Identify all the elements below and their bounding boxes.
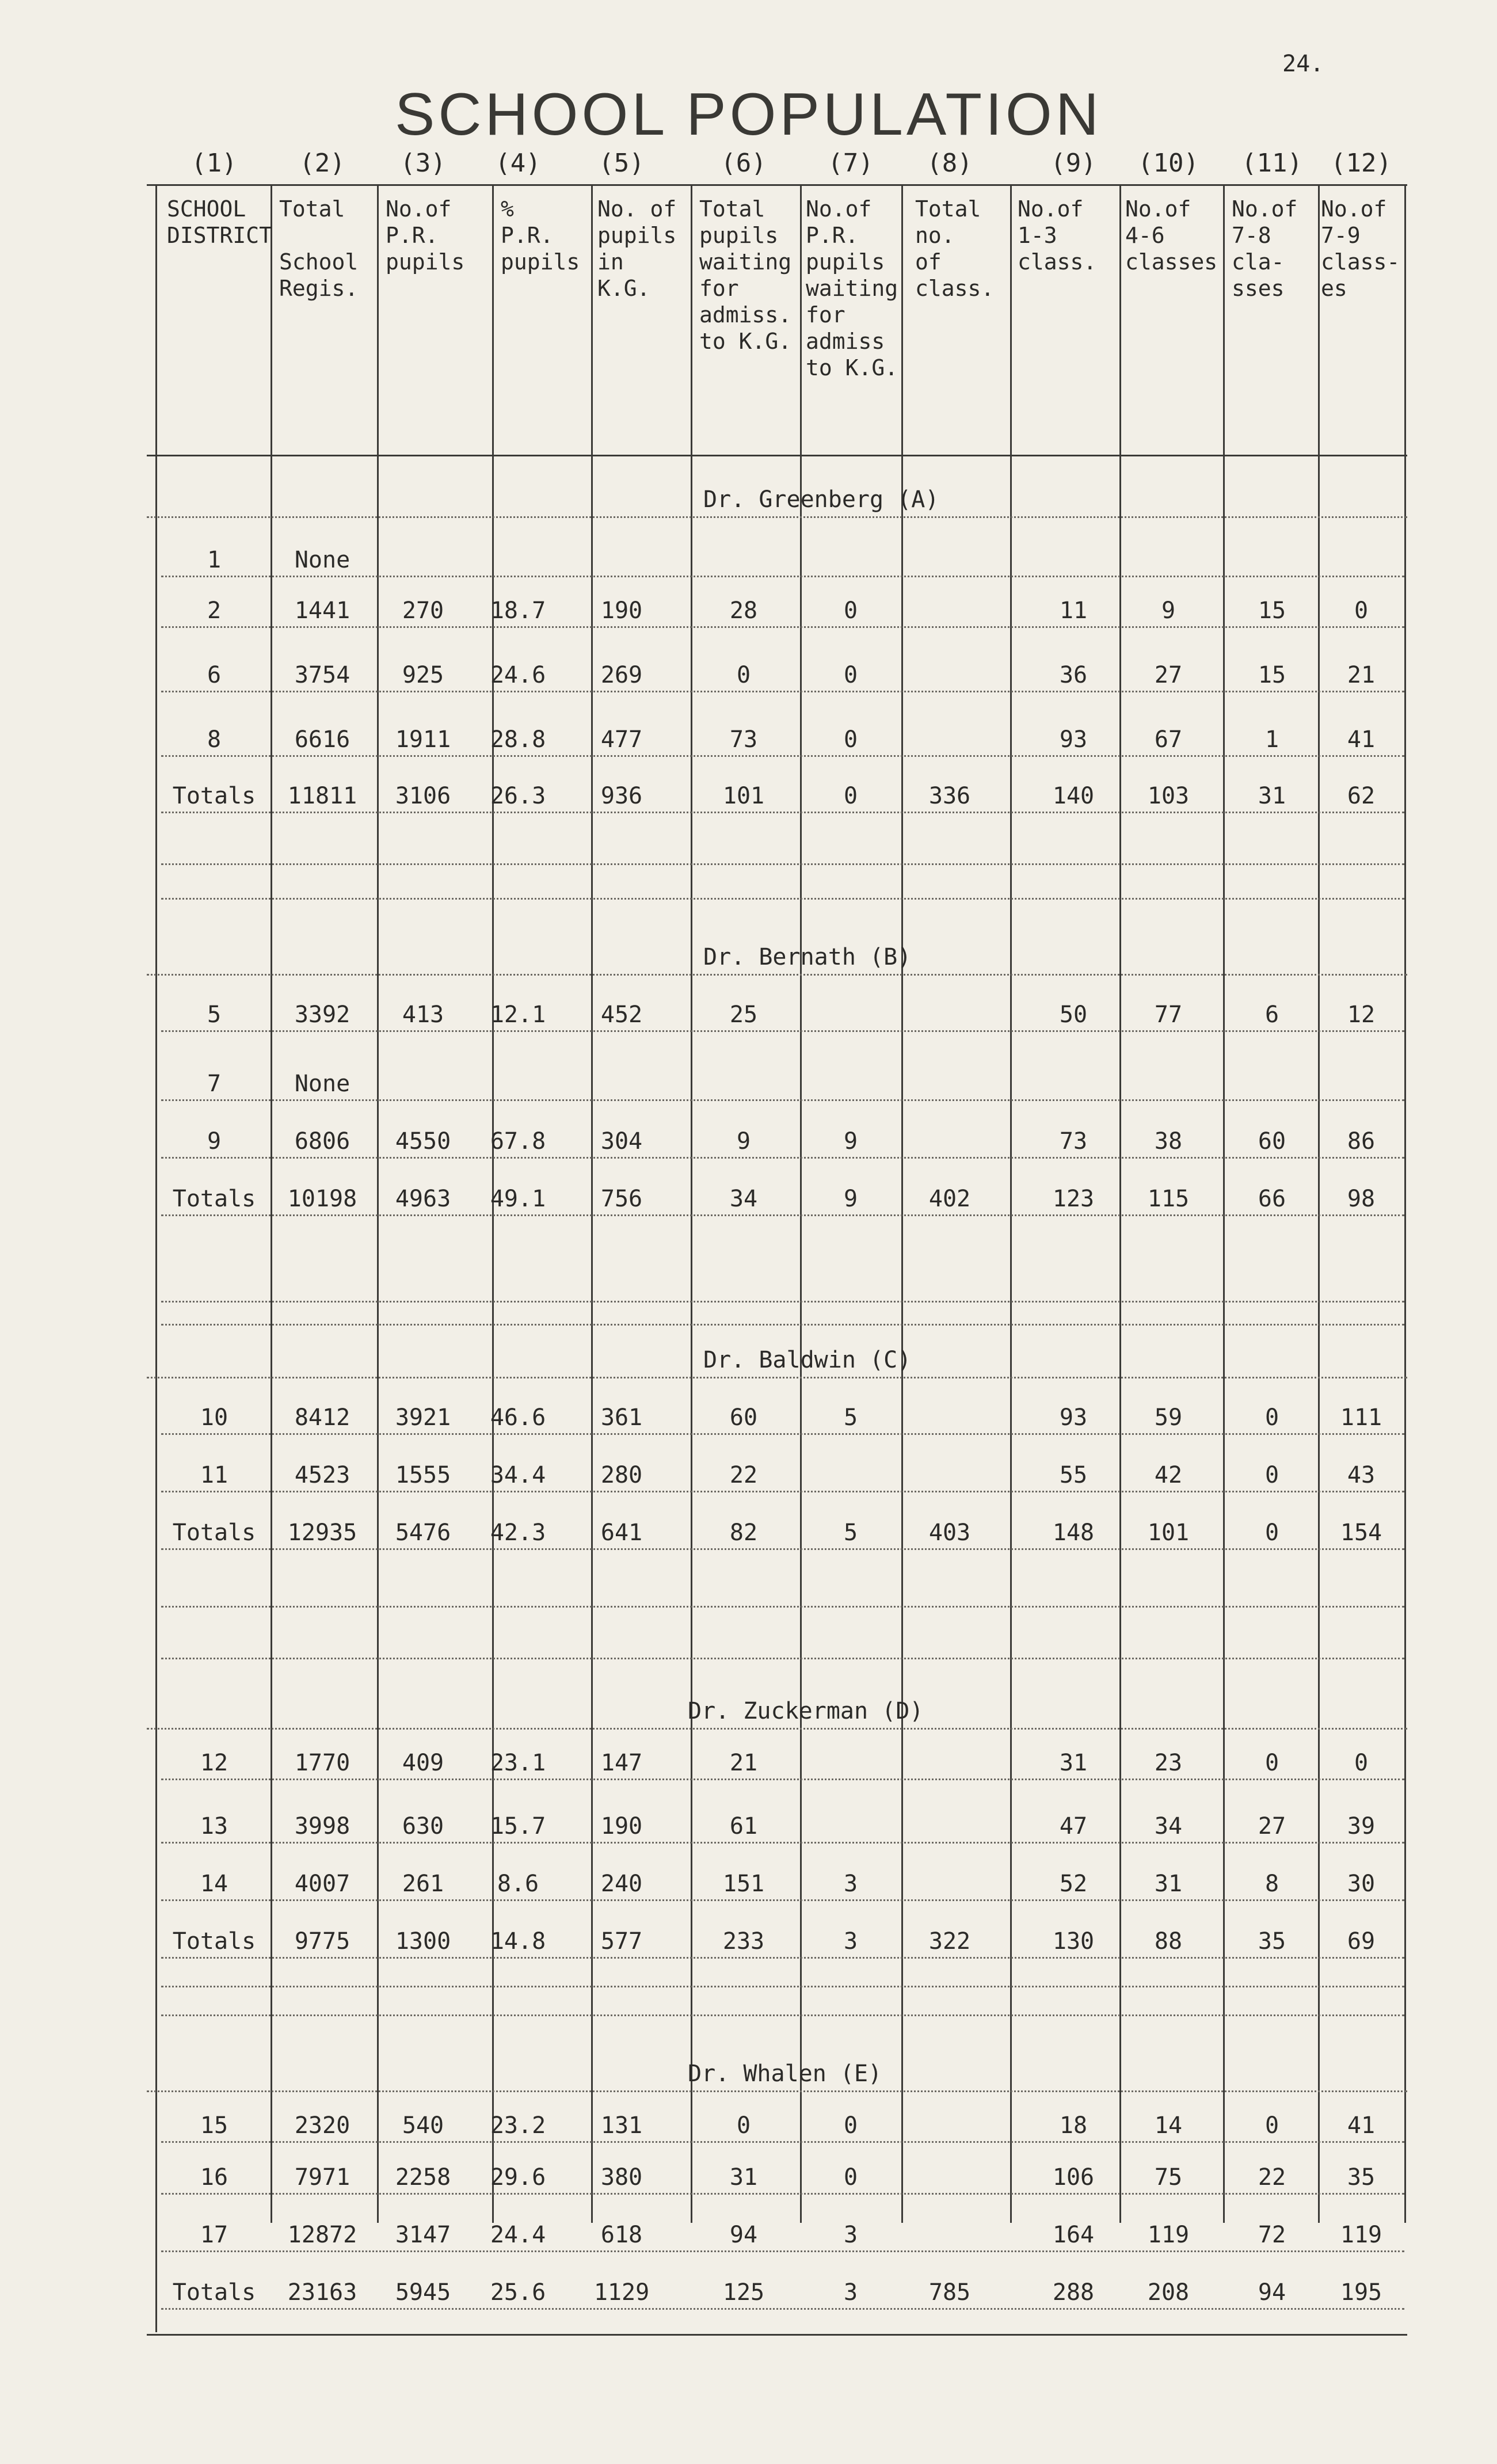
column-header: % P.R. pupils [501,196,580,275]
column-divider [155,185,157,2332]
section-title-rule [147,516,1407,518]
table-cell: 14 [1154,2112,1183,2139]
table-cell: 50 [1059,1001,1088,1028]
table-cell: 8.6 [497,1871,539,1897]
column-number: (2) [299,148,345,178]
table-cell: 123 [1052,1186,1095,1212]
row-rule [161,1433,1404,1435]
table-cell: Totals [172,1186,256,1212]
row-rule [161,1957,1404,1959]
column-header: No.of P.R. pupils [386,196,465,275]
table-cell: 3 [843,2279,858,2306]
page-title: SCHOOL POPULATION [395,81,1102,148]
table-cell: 9 [843,1128,858,1155]
table-cell: 27 [1258,1813,1286,1840]
column-number: (3) [400,148,446,178]
row-rule [161,1030,1404,1032]
table-cell: 3998 [294,1813,351,1840]
column-header: Total pupils waiting for admiss. to K.G. [699,196,792,354]
row-rule [161,1157,1404,1159]
table-cell: 72 [1258,2222,1286,2248]
table-cell: 147 [600,1750,643,1776]
table-cell: 9775 [294,1928,351,1955]
table-cell: 60 [729,1404,758,1431]
table-bottom-rule [147,2334,1407,2336]
table-cell: 5 [843,1404,858,1431]
column-number: (10) [1138,148,1199,178]
table-cell: 18 [1059,2112,1088,2139]
table-cell: 11 [1059,597,1088,624]
table-cell: 0 [736,662,751,688]
table-cell: 9 [843,1186,858,1212]
table-cell: 66 [1258,1186,1286,1212]
blank-rule [161,1301,1404,1303]
blank-rule [161,2014,1404,2016]
row-rule [161,2141,1404,2143]
table-cell: 1 [1264,726,1279,753]
table-cell: 1911 [395,726,451,753]
table-cell: Totals [172,783,256,809]
table-cell: 23 [1154,1750,1183,1776]
table-cell: 9 [1161,597,1176,624]
table-cell: 1441 [294,597,351,624]
table-cell: 69 [1347,1928,1376,1955]
table-cell: 119 [1147,2222,1190,2248]
table-cell: 3147 [395,2222,451,2248]
table-cell: 43 [1347,1462,1376,1488]
table-cell: 0 [736,2112,751,2139]
table-cell: 361 [600,1404,643,1431]
table-cell: 12.1 [490,1001,546,1028]
row-rule [161,1842,1404,1844]
table-cell: 190 [600,1813,643,1840]
column-number: (12) [1331,148,1392,178]
table-cell: 14.8 [490,1928,546,1955]
table-cell: 240 [600,1871,643,1897]
row-rule [161,1899,1404,1901]
table-cell: 154 [1340,1519,1382,1546]
table-cell: 115 [1147,1186,1190,1212]
section-title: Dr. Baldwin (C) [703,1347,912,1373]
column-header: No.of 7-8 cla- sses [1232,196,1298,301]
table-cell: 73 [1059,1128,1088,1155]
table-cell: 0 [1264,1462,1279,1488]
table-cell: 36 [1059,662,1088,688]
table-cell: 7971 [294,2164,351,2191]
table-cell: 1129 [593,2279,650,2306]
table-cell: 1300 [395,1928,451,1955]
column-number: (6) [721,148,767,178]
table-cell: 17 [200,2222,228,2248]
table-cell: 936 [600,783,643,809]
table-cell: 151 [722,1871,765,1897]
table-cell: 288 [1052,2279,1095,2306]
table-cell: 0 [843,726,858,753]
table-cell: 336 [928,783,971,809]
blank-rule [161,1606,1404,1608]
table-cell: 82 [729,1519,758,1546]
table-cell: 31 [729,2164,758,2191]
row-rule [161,1099,1404,1101]
table-cell: 34 [1154,1813,1183,1840]
column-header: No.of 4-6 classes [1125,196,1218,275]
table-cell: 261 [402,1871,444,1897]
table-cell: 5476 [395,1519,451,1546]
table-cell: 34 [729,1186,758,1212]
table-cell: 190 [600,597,643,624]
table-cell: 9 [207,1128,222,1155]
table-cell: 59 [1154,1404,1183,1431]
table-cell: 540 [402,2112,444,2139]
table-cell: 111 [1340,1404,1382,1431]
section-title-rule [147,2090,1407,2092]
table-cell: 119 [1340,2222,1382,2248]
table-cell: 21 [729,1750,758,1776]
table-cell: 31 [1059,1750,1088,1776]
table-cell: 28 [729,597,758,624]
table-cell: 140 [1052,783,1095,809]
table-cell: 4550 [395,1128,451,1155]
table-cell: 10 [200,1404,228,1431]
table-cell: 3921 [395,1404,451,1431]
table-cell: 24.6 [490,662,546,688]
table-cell: 94 [729,2222,758,2248]
column-header: No.of P.R. pupils waiting for admiss to K.G. [806,196,898,380]
table-cell: 93 [1059,726,1088,753]
column-header: Total School Regis. [279,196,359,301]
table-cell: 49.1 [490,1186,546,1212]
column-divider [591,185,593,2223]
blank-rule [161,1986,1404,1987]
table-cell: 380 [600,2164,643,2191]
table-cell: 35 [1347,2164,1376,2191]
header-top-rule [147,184,1407,186]
table-cell: 42 [1154,1462,1183,1488]
column-divider [1119,185,1121,2223]
table-cell: 6806 [294,1128,351,1155]
table-cell: 101 [1147,1519,1190,1546]
blank-rule [161,1324,1404,1326]
table-cell: 15 [200,2112,228,2139]
table-cell: 98 [1347,1186,1376,1212]
table-cell: 403 [928,1519,971,1546]
table-cell: 0 [1264,2112,1279,2139]
table-cell: 67 [1154,726,1183,753]
table-cell: 2258 [395,2164,451,2191]
table-cell: 22 [1258,2164,1286,2191]
table-cell: 0 [1264,1750,1279,1776]
table-cell: 3392 [294,1001,351,1028]
column-divider [1223,185,1225,2223]
table-cell: 12872 [287,2222,357,2248]
column-divider [1404,185,1406,2223]
column-header: Total no. of class. [915,196,995,301]
column-number: (7) [828,148,874,178]
table-cell: 75 [1154,2164,1183,2191]
table-cell: 9 [736,1128,751,1155]
table-cell: 15.7 [490,1813,546,1840]
column-header: No. of pupils in K.G. [597,196,677,301]
section-title-rule [147,1728,1407,1730]
section-title: Dr. Bernath (B) [703,944,912,970]
table-cell: 7 [207,1071,222,1097]
section-title-rule [147,1377,1407,1378]
table-cell: 29.6 [490,2164,546,2191]
table-cell: 31 [1258,783,1286,809]
table-cell: 27 [1154,662,1183,688]
table-cell: 641 [600,1519,643,1546]
table-cell: 47 [1059,1813,1088,1840]
row-rule [161,691,1404,692]
table-cell: 103 [1147,783,1190,809]
table-cell: 31 [1154,1871,1183,1897]
row-rule [161,576,1404,577]
table-cell: 148 [1052,1519,1095,1546]
table-cell: 30 [1347,1871,1376,1897]
table-cell: Totals [172,1519,256,1546]
table-cell: 60 [1258,1128,1286,1155]
table-cell: 577 [600,1928,643,1955]
table-cell: 21 [1347,662,1376,688]
column-number: (4) [495,148,541,178]
table-cell: 42.3 [490,1519,546,1546]
table-cell: 38 [1154,1128,1183,1155]
table-cell: 8412 [294,1404,351,1431]
table-cell: 23163 [287,2279,357,2306]
table-cell: 130 [1052,1928,1095,1955]
table-cell: 756 [600,1186,643,1212]
table-cell: 3 [843,1928,858,1955]
column-divider [271,185,272,2223]
column-number: (9) [1050,148,1096,178]
table-cell: 618 [600,2222,643,2248]
table-cell: 15 [1258,662,1286,688]
table-cell: 55 [1059,1462,1088,1488]
table-cell: 6 [207,662,222,688]
blank-rule [161,1658,1404,1659]
table-cell: 125 [722,2279,765,2306]
column-divider [1318,185,1320,2223]
table-cell: 10198 [287,1186,357,1212]
table-cell: 477 [600,726,643,753]
table-cell: 62 [1347,783,1376,809]
table-cell: 16 [200,2164,228,2191]
table-cell: 8 [1264,1871,1279,1897]
table-cell: 34.4 [490,1462,546,1488]
row-rule [161,1214,1404,1216]
table-cell: 6 [1264,1001,1279,1028]
table-cell: Totals [172,1928,256,1955]
blank-rule [161,898,1404,900]
table-cell: 11811 [287,783,357,809]
table-cell: 2 [207,597,222,624]
row-rule [161,755,1404,757]
table-cell: 0 [1354,1750,1369,1776]
table-cell: 41 [1347,726,1376,753]
table-cell: 164 [1052,2222,1095,2248]
table-cell: 26.3 [490,783,546,809]
table-cell: 46.6 [490,1404,546,1431]
table-cell: 15 [1258,597,1286,624]
table-cell: 41 [1347,2112,1376,2139]
table-cell: 88 [1154,1928,1183,1955]
column-header: No.of 7-9 class- es [1321,196,1400,301]
table-cell: 0 [843,2164,858,2191]
table-cell: 94 [1258,2279,1286,2306]
table-cell: 11 [200,1462,228,1488]
table-cell: 0 [1264,1404,1279,1431]
table-cell: 1555 [395,1462,451,1488]
table-cell: 925 [402,662,444,688]
table-cell: 131 [600,2112,643,2139]
table-cell: 6616 [294,726,351,753]
table-cell: 5 [843,1519,858,1546]
table-cell: 452 [600,1001,643,1028]
section-title: Dr. Whalen (E) [688,2061,882,2087]
table-cell: 22 [729,1462,758,1488]
table-cell: 61 [729,1813,758,1840]
table-cell: 13 [200,1813,228,1840]
table-cell: 52 [1059,1871,1088,1897]
table-cell: 0 [1354,597,1369,624]
table-cell: 785 [928,2279,971,2306]
column-header: No.of 1-3 class. [1018,196,1097,275]
table-cell: 12935 [287,1519,357,1546]
header-bottom-rule [147,455,1407,456]
table-cell: 86 [1347,1128,1376,1155]
row-rule [161,1548,1404,1550]
row-rule [161,2308,1404,2310]
table-cell: 402 [928,1186,971,1212]
table-cell: 4523 [294,1462,351,1488]
row-rule [161,626,1404,628]
table-cell: 12 [200,1750,228,1776]
column-divider [1010,185,1012,2223]
row-rule [161,2193,1404,2195]
table-cell: 0 [843,783,858,809]
table-cell: 12 [1347,1001,1376,1028]
row-rule [161,2250,1404,2252]
table-cell: 413 [402,1001,444,1028]
table-cell: 101 [722,783,765,809]
column-number: (5) [599,148,645,178]
table-cell: 93 [1059,1404,1088,1431]
column-divider [691,185,692,2223]
table-cell: 322 [928,1928,971,1955]
table-cell: 3 [843,1871,858,1897]
table-cell: 39 [1347,1813,1376,1840]
table-cell: Totals [172,2279,256,2306]
column-number: (8) [927,148,973,178]
table-cell: 24.4 [490,2222,546,2248]
table-cell: 4963 [395,1186,451,1212]
table-cell: 195 [1340,2279,1382,2306]
column-header: SCHOOL DISTRICT [167,196,273,248]
table-cell: 28.8 [490,726,546,753]
table-cell: 0 [843,2112,858,2139]
table-cell: 25.6 [490,2279,546,2306]
row-rule [161,1779,1404,1780]
table-cell: 23.1 [490,1750,546,1776]
table-cell: 409 [402,1750,444,1776]
table-cell: 23.2 [490,2112,546,2139]
table-cell: 77 [1154,1001,1183,1028]
table-cell: 208 [1147,2279,1190,2306]
table-cell: 1770 [294,1750,351,1776]
table-cell: 280 [600,1462,643,1488]
section-title: Dr. Greenberg (A) [703,486,939,513]
table-cell: 3 [843,2222,858,2248]
table-cell: 270 [402,597,444,624]
table-cell: 14 [200,1871,228,1897]
table-cell: 18.7 [490,597,546,624]
section-title-rule [147,974,1407,976]
table-cell: 233 [722,1928,765,1955]
table-cell: 35 [1258,1928,1286,1955]
table-cell: 0 [843,597,858,624]
table-cell: 106 [1052,2164,1095,2191]
table-cell: 304 [600,1128,643,1155]
table-cell: 73 [729,726,758,753]
table-cell: 0 [843,662,858,688]
table-cell: 269 [600,662,643,688]
page-number: 24. [1282,51,1324,77]
table-cell: 5945 [395,2279,451,2306]
column-number: (11) [1241,148,1302,178]
table-cell: 8 [207,726,222,753]
table-cell: 25 [729,1001,758,1028]
blank-rule [161,863,1404,865]
table-cell: 4007 [294,1871,351,1897]
table-cell: 5 [207,1001,222,1028]
row-rule [161,1491,1404,1492]
table-cell: 1 [207,547,222,573]
table-cell: 0 [1264,1519,1279,1546]
table-cell: 3754 [294,662,351,688]
table-cell: None [294,547,351,573]
table-cell: 67.8 [490,1128,546,1155]
table-cell: 3106 [395,783,451,809]
column-divider [377,185,379,2223]
table-cell: 2320 [294,2112,351,2139]
column-number: (1) [191,148,237,178]
row-rule [161,812,1404,813]
table-cell: 630 [402,1813,444,1840]
section-title: Dr. Zuckerman (D) [688,1698,924,1724]
table-cell: None [294,1071,351,1097]
